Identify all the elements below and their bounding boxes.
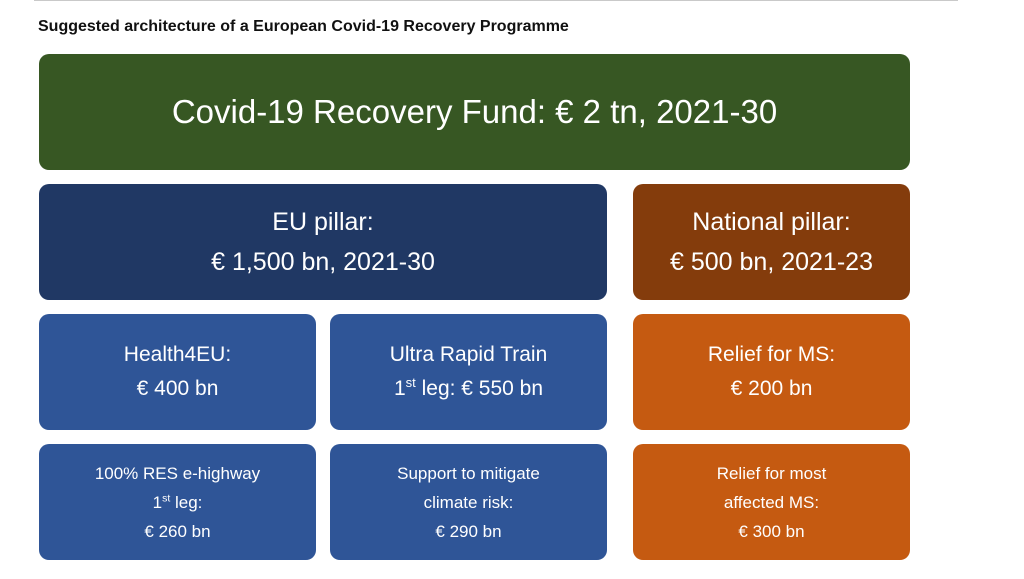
health4eu-box: [39, 314, 316, 430]
res-highway-leg: [153, 488, 203, 517]
health4eu-amount: € 400 bn: [136, 377, 219, 400]
res-highway-amount: € 260 bn: [144, 521, 211, 541]
climate-risk-title: Support to mitigate: [397, 463, 540, 483]
recovery-fund-label: Covid-19 Recovery Fund: € 2 tn, 2021-30: [171, 93, 778, 130]
eu-pillar-title: EU pillar:: [272, 208, 374, 236]
relief-ms-title: Relief for MS:: [707, 343, 836, 366]
eu-pillar-box: [39, 184, 607, 300]
top-divider: [34, 0, 958, 1]
relief-affected-title: Relief for most: [716, 463, 827, 483]
relief-affected-box: [633, 444, 910, 560]
res-highway-box: [39, 444, 316, 560]
ordinal-suffix: st: [162, 491, 171, 504]
diagram-title: Suggested architecture of a European Covid-19 Recovery Programme: [38, 18, 569, 35]
ultra-rapid-train-amount: [394, 372, 543, 406]
ordinal-number: 1: [152, 492, 163, 512]
national-pillar-title: National pillar:: [692, 208, 851, 236]
climate-risk-subtitle: climate risk:: [423, 492, 514, 512]
health4eu-title: Health4EU:: [123, 343, 232, 366]
eu-pillar-amount: € 1,500 bn, 2021-30: [211, 248, 435, 276]
leg-amount: leg: € 550 bn: [415, 377, 544, 400]
relief-ms-amount: € 200 bn: [730, 377, 813, 400]
relief-affected-subtitle: affected MS:: [723, 492, 820, 512]
ordinal-number: 1: [393, 377, 406, 400]
relief-affected-amount: € 300 bn: [738, 521, 805, 541]
res-highway-title: 100% RES e-highway: [94, 463, 261, 483]
relief-ms-box: [633, 314, 910, 430]
ultra-rapid-train-box: [330, 314, 607, 430]
climate-risk-box: [330, 444, 607, 560]
leg-label: leg:: [170, 492, 203, 512]
recovery-fund-box: [39, 54, 910, 170]
ultra-rapid-train-title: Ultra Rapid Train: [389, 343, 548, 366]
climate-risk-amount: € 290 bn: [435, 521, 502, 541]
national-pillar-amount: € 500 bn, 2021-23: [670, 248, 873, 276]
national-pillar-box: [633, 184, 910, 300]
ordinal-suffix: st: [405, 375, 416, 390]
